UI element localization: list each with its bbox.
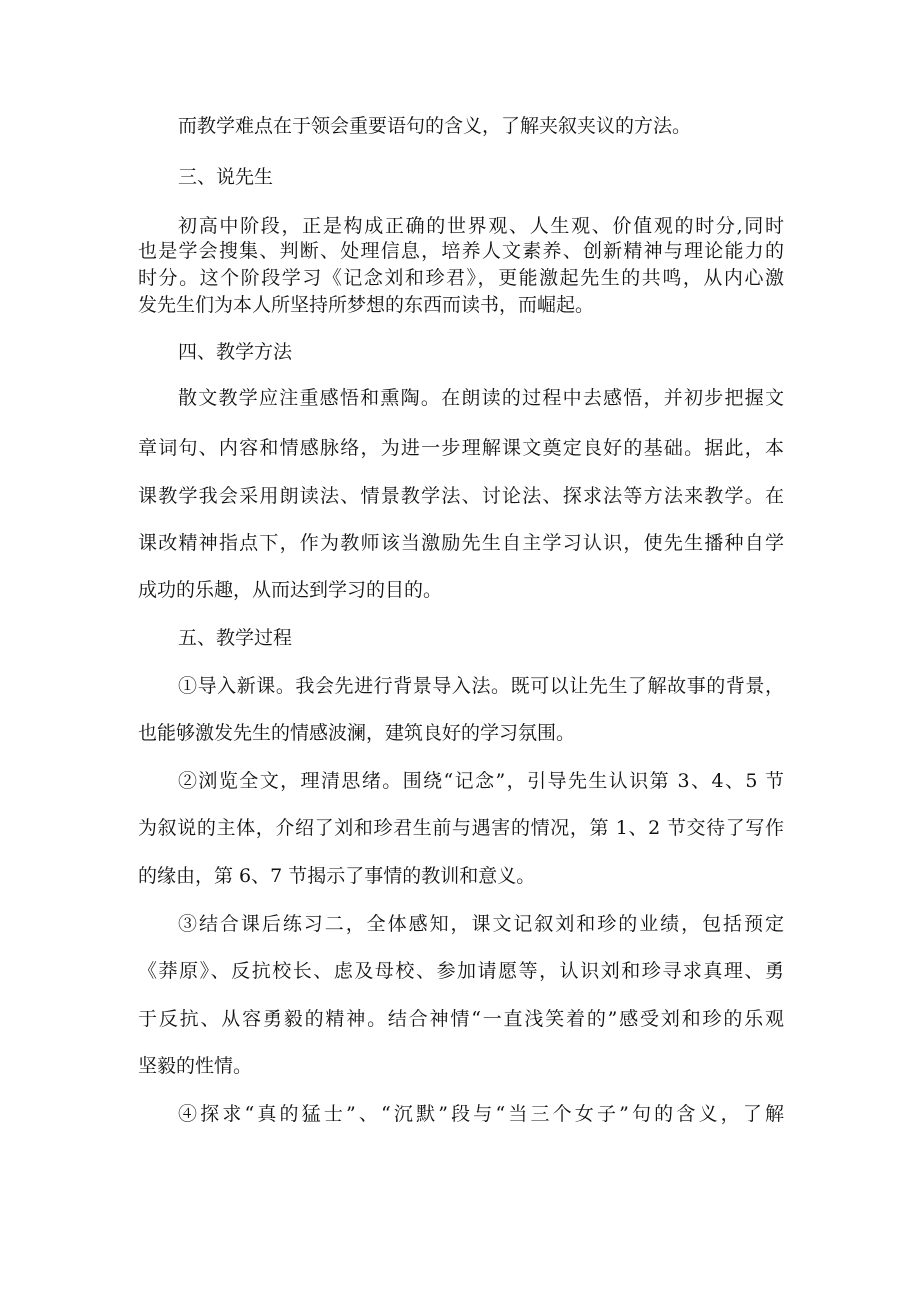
paragraph-line: 发先生们为本人所坚持所梦想的东西而读书，而崛起。 — [138, 294, 595, 316]
section-heading: 五、教学过程 — [178, 627, 293, 649]
paragraph-line: ①导入新课。我会先进行背景导入法。既可以让先生了解故事的背景， — [178, 675, 784, 697]
paragraph-line: 也能够激发先生的情感波澜，建筑良好的学习氛围。 — [138, 722, 576, 744]
paragraph-line: 时分。这个阶段学习《记念刘和珍君》，更能激起先生的共鸣，从内心激 — [138, 267, 784, 289]
section-heading: 四、教学方法 — [178, 341, 293, 363]
paragraph-line: 课教学我会采用朗读法、情景教学法、讨论法、探求法等方法来教学。在 — [138, 485, 784, 507]
paragraph-line: ③结合课后练习二，全体感知，课文记叙刘和珍的业绩，包括预定 — [178, 913, 784, 935]
paragraph-line: 也是学会搜集、判断、处理信息，培养人文素养、创新精神与理论能力的 — [138, 240, 784, 262]
paragraph-line: 坚毅的性情。 — [138, 1055, 253, 1077]
paragraph-line: 于反抗、从容勇毅的精神。结合神情“一直浅笑着的”感受刘和珍的乐观 — [138, 1008, 784, 1030]
paragraph-line: 成功的乐趣，从而达到学习的目的。 — [138, 579, 443, 601]
paragraph-line: ②浏览全文，理清思绪。围绕“记念”，引导先生认识第 3、4、5 节 — [178, 770, 784, 792]
paragraph-line: 《莽原》、反抗校长、虑及母校、参加请愿等，认识刘和珍寻求真理、勇 — [138, 960, 784, 982]
section-heading: 三、说先生 — [178, 166, 274, 188]
paragraph-line: 的缘由，第 6、7 节揭示了事情的教训和意义。 — [138, 865, 536, 887]
paragraph-line: 章词句、内容和情感脉络，为进一步理解课文奠定良好的基础。据此，本 — [138, 437, 784, 459]
paragraph-line: 初高中阶段，正是构成正确的世界观、人生观、价值观的时分,同时 — [178, 215, 784, 237]
paragraph-line: 为叙说的主体，介绍了刘和珍君生前与遇害的情况，第 1、2 节交待了写作 — [138, 817, 784, 839]
paragraph-line: 而教学难点在于领会重要语句的含义，了解夹叙夹议的方法。 — [178, 115, 692, 137]
paragraph-line: 课改精神指点下，作为教师该当激励先生自主学习认识，使先生播种自学 — [138, 532, 784, 554]
paragraph-line: 散文教学应注重感悟和熏陶。在朗读的过程中去感悟，并初步把握文 — [178, 387, 784, 409]
paragraph-line: ④探求“真的猛士”、“沉默”段与“当三个女子”句的含义，了解 — [178, 1103, 784, 1125]
